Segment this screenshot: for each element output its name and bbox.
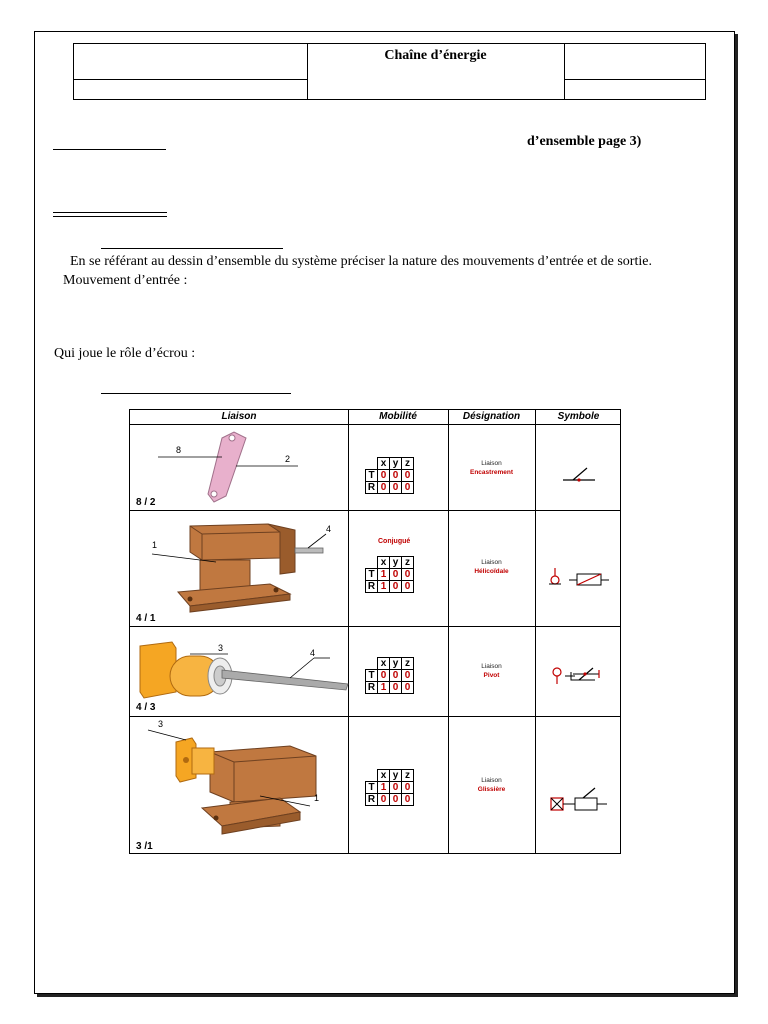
question-underline	[101, 248, 283, 249]
link-part-illustration	[130, 424, 348, 510]
mouvement-entree-label: Mouvement d’entrée :	[63, 273, 188, 288]
mobility-table-3-1: x y z T 1 0 0 R 0 0 0	[365, 769, 414, 806]
mobility-table-4-1: x y z T 1 0 0 R 1 0 0	[365, 556, 414, 593]
callout-4: 4	[326, 524, 332, 534]
section-underline	[53, 212, 167, 213]
liaison-label-4-1: 4 / 1	[136, 613, 156, 624]
table-heading-underline	[101, 393, 291, 394]
heading-underline	[53, 149, 166, 150]
header-symbole: Symbole	[557, 411, 600, 422]
designation-encastrement: Liaison Encastrement	[470, 460, 513, 476]
pivot-symbol	[535, 626, 622, 716]
callout-2: 2	[285, 454, 291, 464]
designation-glissiere: Liaison Glissière	[477, 777, 506, 793]
pivot-illustration	[130, 626, 348, 716]
callout-3: 3	[218, 643, 224, 653]
callout-3b: 3	[158, 719, 164, 729]
helicoidale-symbol	[535, 510, 622, 626]
liaison-table	[129, 409, 621, 854]
encastrement-symbol	[535, 424, 622, 510]
callout-8: 8	[176, 445, 182, 455]
question-mouvements: En se référant au dessin d’ensemble du système préciser la nature des mouvements d’entrée et de sortie.	[70, 254, 652, 269]
mobility-table-4-3: x y z T 0 0 0 R 1 0 0	[365, 657, 414, 694]
liaison-label-4-3: 4 / 3	[136, 702, 156, 713]
callout-1b: 1	[314, 793, 320, 803]
designation-pivot: Liaison Pivot	[481, 663, 502, 679]
glissiere-symbol	[535, 716, 622, 855]
screw-body-illustration	[130, 510, 348, 626]
mobility-table-8-2: x y z T 0 0 0 R 0 0 0	[365, 457, 414, 494]
conjugue-label: Conjugué	[378, 538, 411, 545]
callout-4b: 4	[310, 648, 316, 658]
page-title: Chaîne d’énergie	[384, 48, 487, 63]
section-underline-double	[53, 216, 167, 217]
question-ecrou: Qui joue le rôle d’écrou :	[54, 346, 196, 361]
header-mobilite: Mobilité	[379, 411, 417, 422]
ensemble-reference: d’ensemble page 3)	[527, 134, 642, 149]
liaison-label-8-2: 8 / 2	[136, 497, 156, 508]
header-designation: Désignation	[462, 411, 521, 422]
header-liaison: Liaison	[221, 411, 257, 422]
callout-1: 1	[152, 540, 158, 550]
designation-helicoidale: Liaison Hélicoïdale	[474, 559, 509, 575]
header-table	[73, 43, 706, 100]
liaison-label-3-1: 3 /1	[136, 841, 153, 852]
glissiere-illustration	[130, 716, 348, 855]
